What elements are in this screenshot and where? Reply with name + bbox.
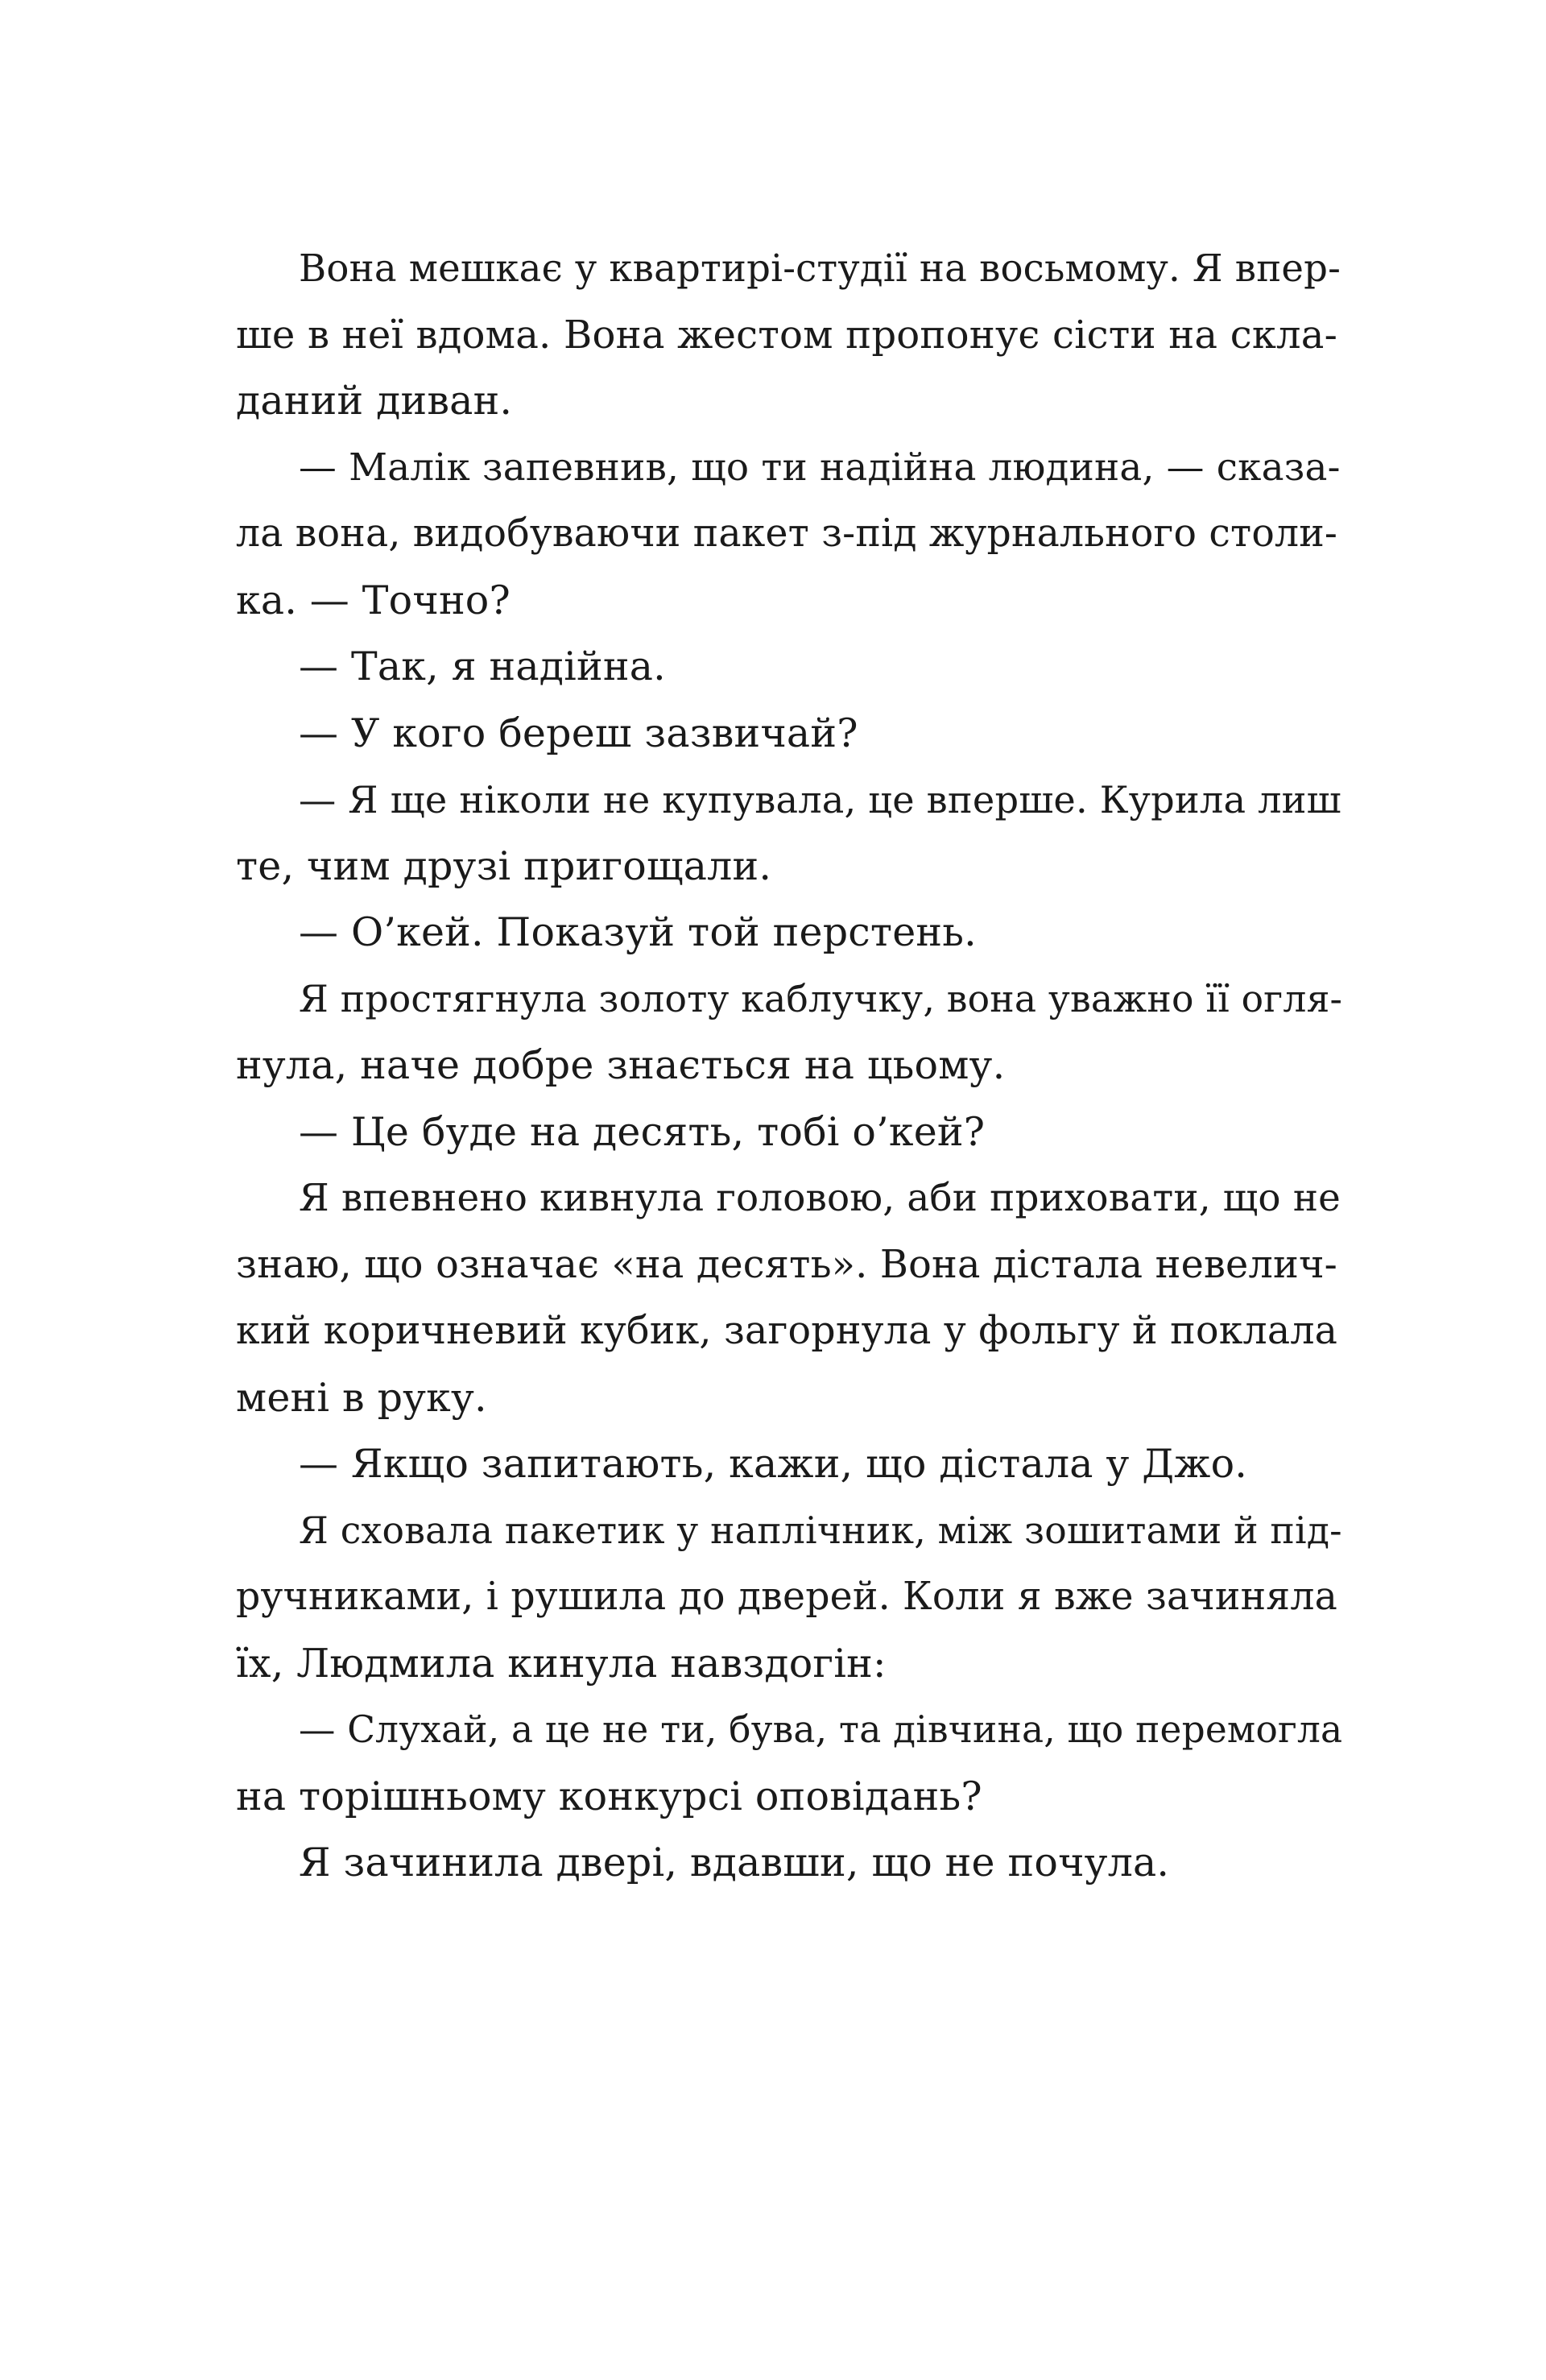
text-line: — Малік запевнив, що ти надійна людина, — сказа- [299, 445, 1341, 490]
text-line: даний диван. [236, 378, 513, 424]
text-line: — У кого береш зазвичай? [299, 710, 858, 756]
text-line: їх, Людмила кинула навздогін: [236, 1640, 887, 1687]
text-line: кий коричневий кубик, загорнула у фольгу й поклала [236, 1309, 1338, 1353]
text-line: — О’кей. Показуй той перстень. [299, 909, 977, 955]
text-line: на торішньому конкурсі оповідань? [236, 1773, 982, 1819]
text-line: ка. — Точно? [236, 577, 511, 623]
text-line: Я сховала пакетик у наплічник, між зошитами й під- [299, 1509, 1342, 1552]
text-line: Я впевнено кивнула головою, аби приховати, що не [299, 1177, 1341, 1220]
text-line: Вона мешкає у квартирі-студії на восьмому. Я впер- [299, 246, 1341, 290]
text-line: ручниками, і рушила до дверей. Коли я вже зачиняла [236, 1575, 1337, 1619]
text-line: — Так, я надійна. [299, 644, 666, 689]
text-line: — Якщо запитають, кажи, що дістала у Джо. [299, 1441, 1248, 1487]
text-line: знаю, що означає «на десять». Вона дістала невелич- [236, 1242, 1337, 1287]
text-line: — Я ще ніколи не купувала, це вперше. Курила лиш [299, 778, 1341, 822]
text-line: мені в руку. [236, 1374, 487, 1421]
text-line: ше в неї вдома. Вона жестом пропонує сісти на скла- [236, 312, 1338, 358]
text-line: нула, наче добре знається на цьому. [236, 1042, 1006, 1088]
text-line: — Це буде на десять, тобі о’кей? [299, 1108, 986, 1155]
text-line: Я простягнула золоту каблучку, вона уважно її огля- [299, 977, 1343, 1020]
text-line: Я зачинила двері, вдавши, що не почула. [299, 1840, 1170, 1885]
text-line: ла вона, видобуваючи пакет з-під журнального столи- [236, 511, 1338, 556]
text-line: те, чим друзі пригощали. [236, 842, 772, 889]
body-text [236, 235, 1343, 1897]
text-line: — Слухай, а це не ти, бува, та дівчина, що перемогла [299, 1708, 1343, 1751]
